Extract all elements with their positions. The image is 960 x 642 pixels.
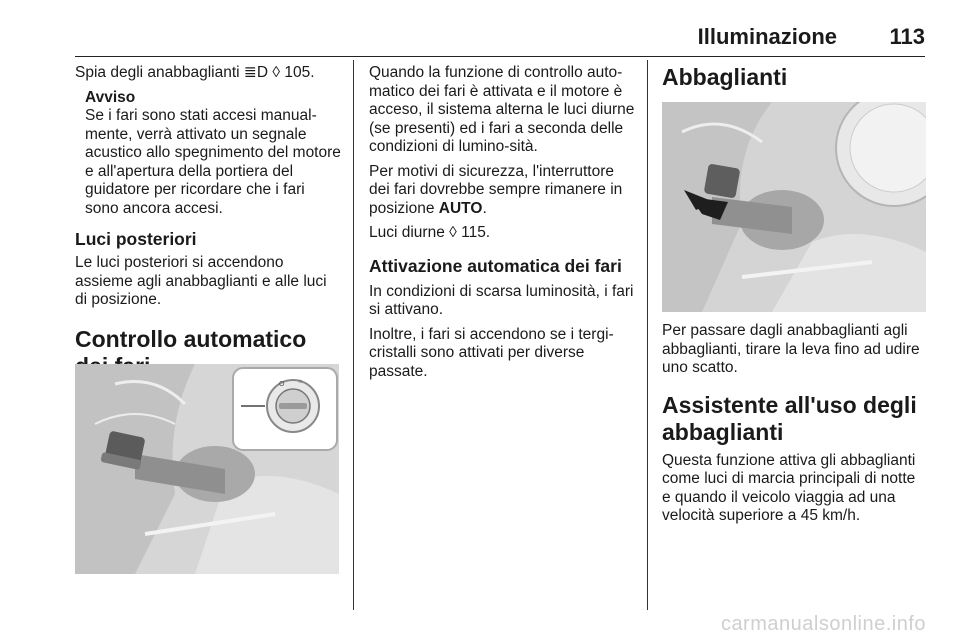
page-number: 113	[889, 24, 925, 49]
wiper-text: Inoltre, i fari si accendono se i tergi-cristalli sono attivati per diverse passate.	[369, 325, 614, 380]
notice-text: Se i fari sono stati accesi manual-mente, verrà attivato un segnale acustico allo spegnimento del motore e all'apertura della portiera del guidatore per ricordare che i fari sono ancora accesi.	[85, 107, 341, 217]
high-beam-heading: Abbaglianti	[662, 64, 788, 90]
high-beam-assist-text: Questa funzione attiva gli abbaglianti come luci di marcia principali di notte e quando il veicolo viaggia ad una velocità superiore a 45 km/h.	[662, 451, 916, 524]
high-beam-section	[662, 322, 928, 526]
high-beam-text: Per passare dagli anabbaglianti agli abbaglianti, tirare la leva fino ad udire uno scatto.	[662, 322, 920, 376]
auto-activation-heading: Attivazione automatica dei fari	[369, 255, 622, 276]
svg-text:☼: ☼	[297, 378, 304, 385]
column-divider-left	[353, 60, 354, 610]
high-beam-lever-illustration	[662, 102, 926, 312]
rear-lights-text: Le luci posteriori si accendono assieme agli anabbaglianti e alle luci di posizione.	[75, 254, 327, 308]
column-right	[662, 64, 928, 101]
notice-title: Avviso	[85, 88, 136, 106]
watermark: carmanualsonline.info	[720, 613, 926, 635]
rear-lights-heading: Luci posteriori	[75, 229, 197, 249]
auto-control-text: Quando la funzione di controllo auto-matico dei fari è attivata e il motore è acceso, il sistema alterna le luci diurne (se presenti) ed i fari a seconda delle condizioni di lumino-sità.	[369, 64, 635, 155]
headlight-lever-illustration	[75, 364, 339, 574]
notice-box	[85, 89, 341, 219]
auto-position-label: AUTO	[438, 199, 483, 217]
high-beam-assist-heading: Assistente all'uso degli abbaglianti	[662, 391, 917, 445]
column-divider-right	[647, 60, 648, 610]
safety-text	[369, 163, 635, 219]
column-middle	[369, 64, 635, 381]
safety-text-main: Per motivi di sicurezza, l'interruttore dei fari dovrebbe sempre rimanere in posizione	[369, 162, 623, 217]
page-title: Illuminazione	[697, 24, 837, 49]
column-left	[75, 64, 341, 390]
page-header	[75, 22, 925, 57]
auto-control-heading: Controllo automatico	[75, 325, 307, 352]
daytime-lights-ref: Luci diurne ◊ 115.	[369, 224, 491, 241]
svg-text:O: O	[279, 381, 285, 388]
low-beam-indicator-text: Spia degli anabbaglianti ≣D ◊ 105.	[75, 64, 315, 81]
safety-text-end: .	[482, 199, 487, 217]
low-light-text: In condizioni di scarsa luminosità, i fari si attivano.	[369, 282, 634, 318]
